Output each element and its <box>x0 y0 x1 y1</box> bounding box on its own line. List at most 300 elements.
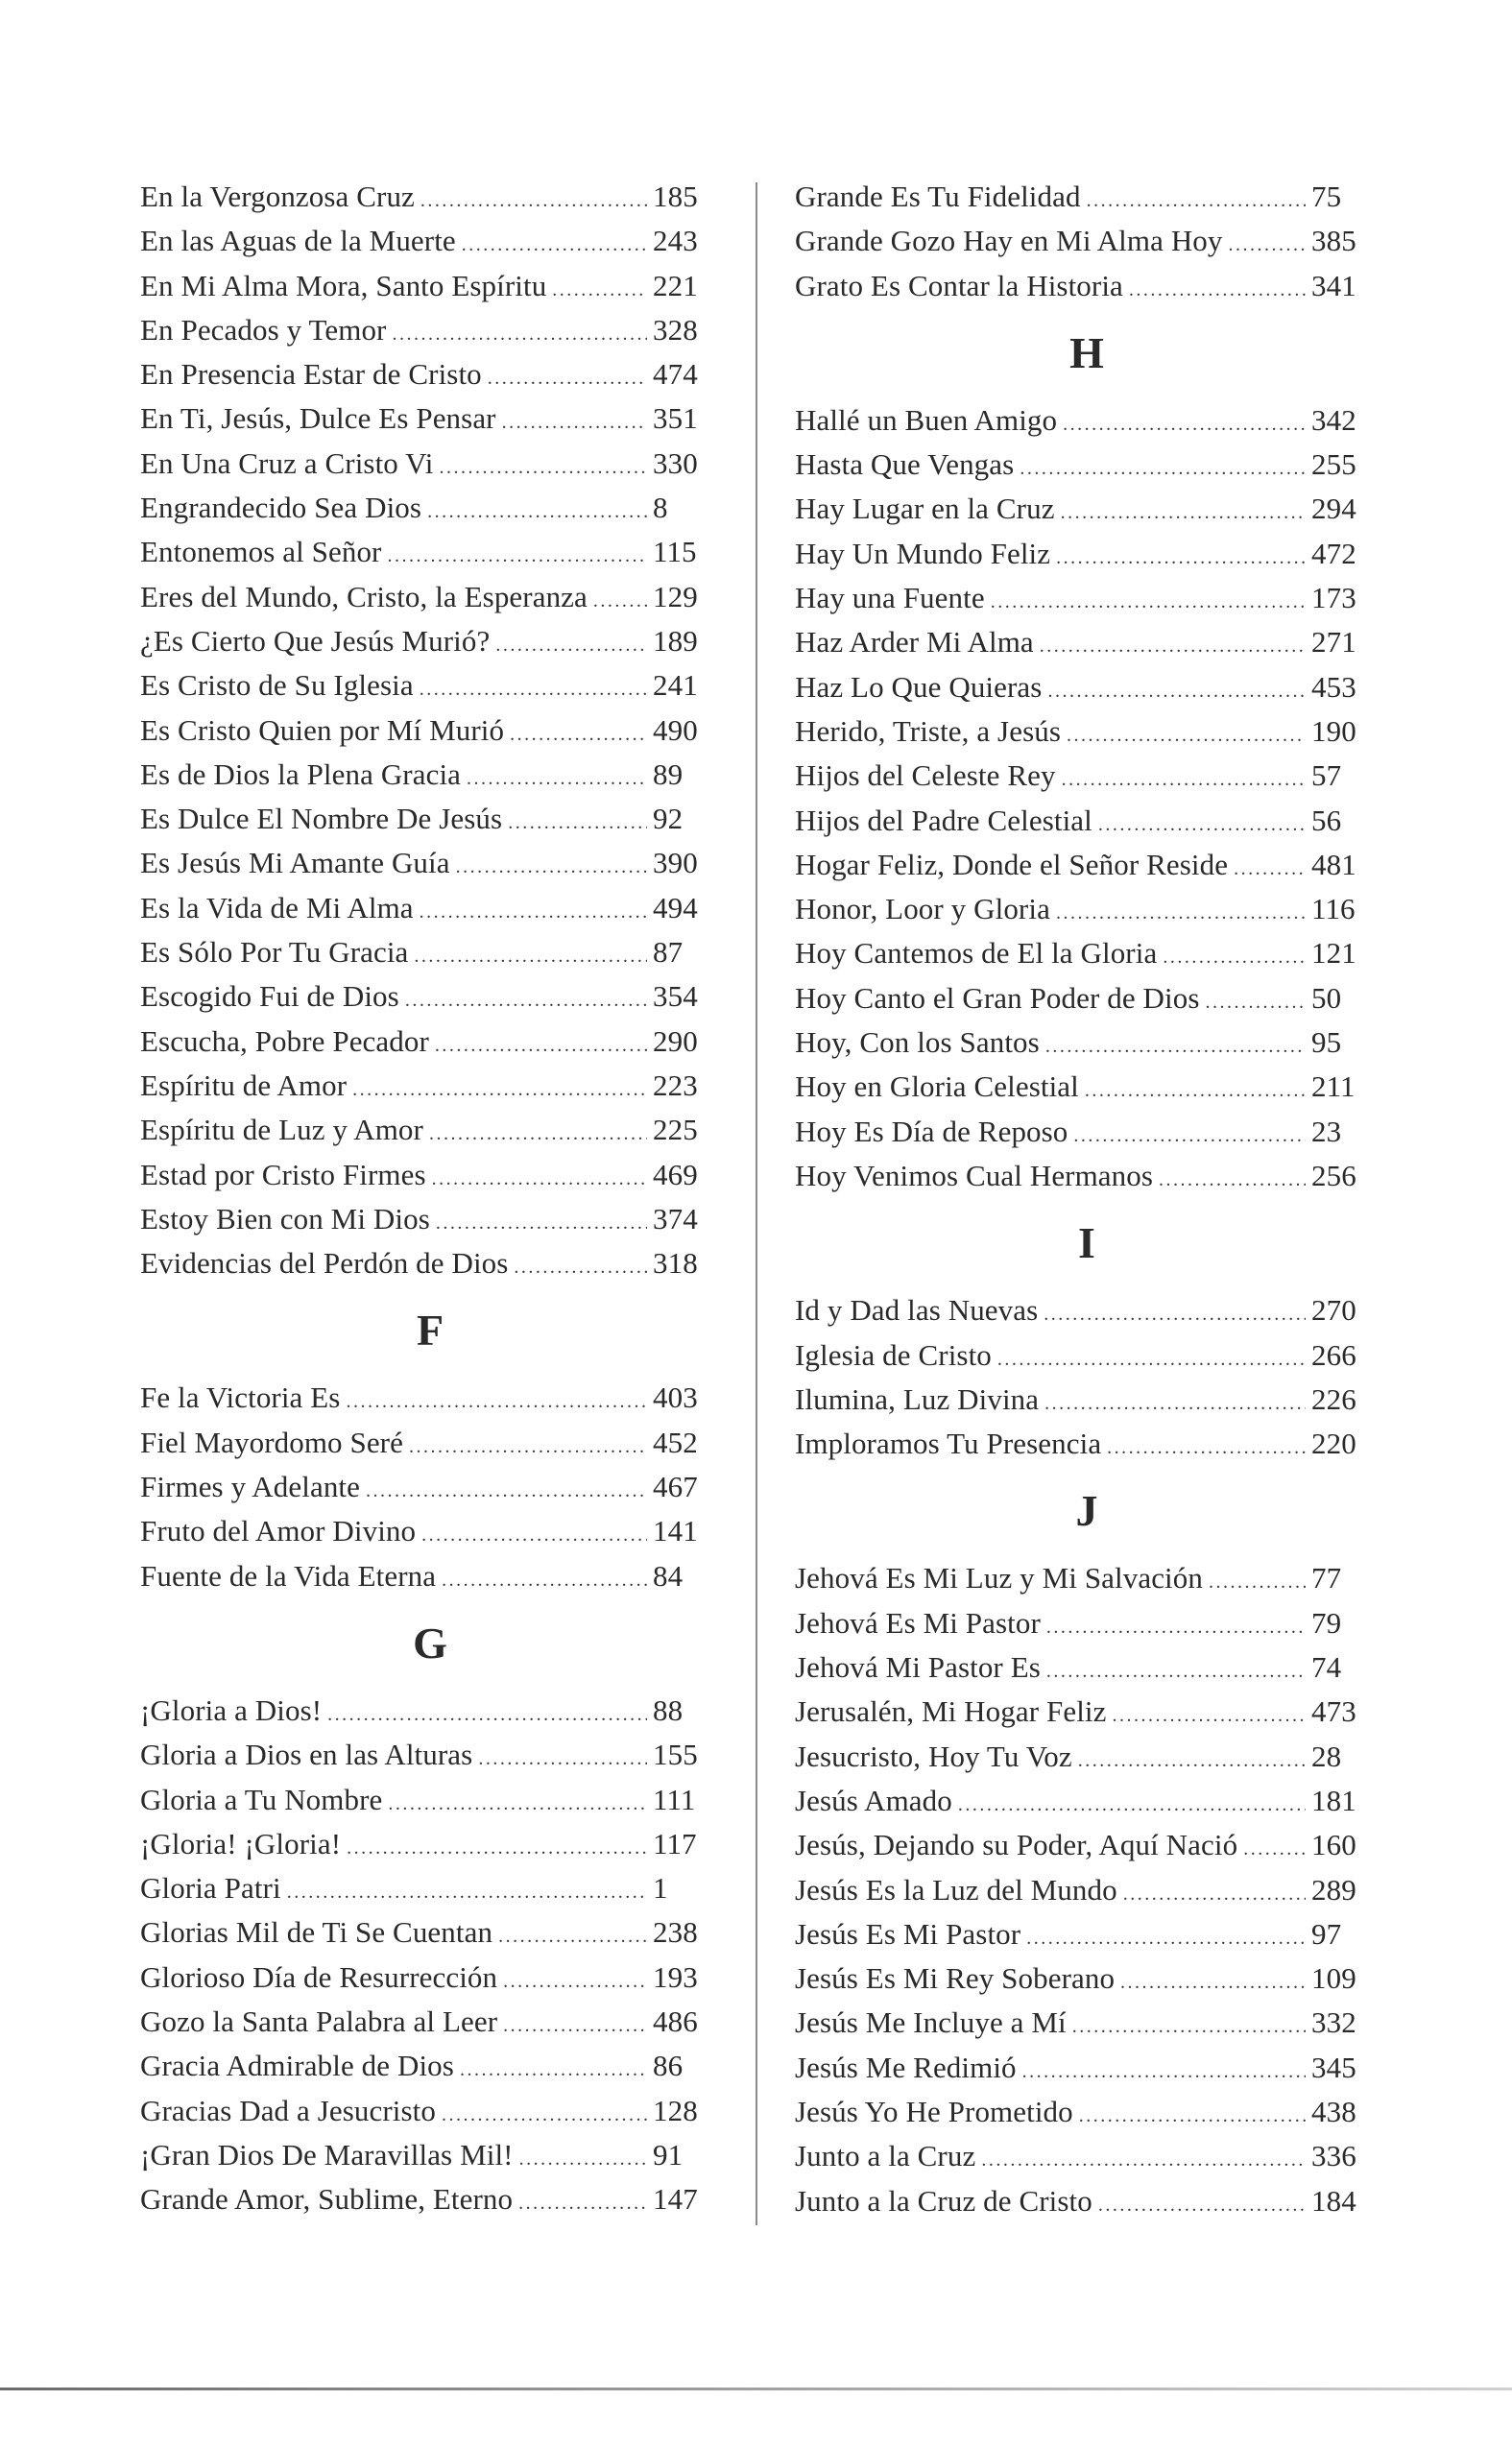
dot-leader <box>498 1914 647 1958</box>
entry-title: Jehová Es Mi Luz y Mi Salvación <box>795 1561 1203 1596</box>
entry-page-number: 89 <box>653 756 684 791</box>
entry-title: Iglesia de Cristo <box>795 1337 992 1372</box>
dot-leader <box>1044 1292 1306 1336</box>
dot-leader <box>514 1245 647 1289</box>
entry-page-number: 255 <box>1311 447 1356 482</box>
entry-title: Gozo la Santa Palabra al Leer <box>140 2004 498 2038</box>
index-entry <box>140 1910 720 1955</box>
entry-title: Gloria a Tu Nombre <box>140 1782 383 1816</box>
dot-leader <box>1067 713 1306 757</box>
entry-page-number: 97 <box>1311 1916 1342 1951</box>
index-entry <box>140 396 720 441</box>
entry-page-number: 74 <box>1311 1650 1342 1685</box>
entry-title: En la Vergonzosa Cruz <box>140 180 415 213</box>
dot-leader <box>1045 1024 1306 1068</box>
dot-leader <box>518 2181 647 2225</box>
entry-page-number: 84 <box>653 1558 684 1593</box>
entry-page-number: 243 <box>653 224 698 258</box>
entry-page-number: 190 <box>1311 713 1356 748</box>
entry-title: Es Cristo Quien por Mí Murió <box>140 712 505 747</box>
dot-leader <box>997 1337 1306 1381</box>
index-entry <box>795 1378 1379 1422</box>
section-letter-header: G <box>413 1618 447 1668</box>
entry-title: En Presencia Estar de Cristo <box>140 357 482 392</box>
dot-leader <box>503 2004 647 2048</box>
entry-page-number: 270 <box>1311 1293 1356 1328</box>
entry-title: Ilumina, Luz Divina <box>795 1381 1040 1416</box>
entry-title: En Mi Alma Mora, Santo Espíritu <box>140 268 547 302</box>
entry-title: Jerusalén, Mi Hogar Feliz <box>795 1694 1107 1729</box>
entry-title: Hoy Venimos Cual Hermanos <box>795 1158 1154 1192</box>
entry-page-number: 160 <box>1311 1828 1356 1862</box>
entry-title: Espíritu de Luz y Amor <box>140 1113 423 1147</box>
dot-leader <box>1063 402 1306 446</box>
index-entry <box>795 843 1379 887</box>
entry-page-number: 354 <box>653 979 698 1014</box>
entry-page-number: 494 <box>653 890 698 924</box>
entry-page-number: 438 <box>1311 2094 1356 2128</box>
entry-title: Hay una Fuente <box>795 581 985 615</box>
dot-leader <box>442 1558 647 1602</box>
column-divider <box>756 182 757 2225</box>
dot-leader <box>1022 2050 1306 2094</box>
entry-title: Es la Vida de Mi Alma <box>140 890 414 924</box>
dot-leader <box>552 268 647 312</box>
entry-page-number: 294 <box>1311 492 1356 526</box>
index-entry <box>140 1465 720 1509</box>
index-entry <box>795 1690 1379 1734</box>
index-entry <box>795 1556 1379 1600</box>
index-entry <box>795 1333 1379 1378</box>
entry-title: Es Dulce El Nombre De Jesús <box>140 802 503 836</box>
entry-page-number: 121 <box>1311 936 1356 971</box>
index-entry <box>795 887 1379 931</box>
index-entry <box>140 841 720 885</box>
dot-leader <box>502 400 647 444</box>
entry-title: Honor, Loor y Gloria <box>795 892 1050 926</box>
dot-leader <box>1112 1693 1306 1738</box>
index-entry <box>140 1197 720 1241</box>
index-entry <box>795 2179 1379 2223</box>
entry-title: Hoy Cantemos de El la Gloria <box>795 936 1158 971</box>
entry-title: Eres del Mundo, Cristo, la Esperanza <box>140 579 588 613</box>
entry-title: Es Jesús Mi Amante Guía <box>140 846 450 880</box>
entry-page-number: 223 <box>653 1068 698 1102</box>
entry-title: Hoy, Con los Santos <box>795 1025 1040 1060</box>
entry-page-number: 111 <box>653 1782 696 1816</box>
entry-page-number: 403 <box>653 1380 698 1415</box>
entry-page-number: 453 <box>1311 669 1356 704</box>
entry-page-number: 225 <box>653 1113 698 1147</box>
entry-title: Gracia Admirable de Dios <box>140 2049 454 2083</box>
dot-leader <box>991 580 1306 624</box>
entry-title: ¿Es Cierto Que Jesús Murió? <box>140 623 491 658</box>
entry-page-number: 184 <box>1311 2183 1356 2218</box>
dot-leader <box>1120 1960 1306 2004</box>
entry-title: Evidencias del Perdón de Dios <box>140 1246 509 1281</box>
dot-leader <box>287 1870 647 1914</box>
section-letter-header: J <box>1075 1486 1098 1536</box>
dot-leader <box>1044 1381 1306 1426</box>
entry-title: Hay Lugar en la Cruz <box>795 492 1055 526</box>
entry-page-number: 28 <box>1311 1739 1342 1773</box>
entry-page-number: 374 <box>653 1201 698 1236</box>
index-entry <box>140 175 720 219</box>
entry-page-number: 88 <box>653 1692 684 1727</box>
dot-leader <box>1061 491 1306 535</box>
index-entry <box>795 931 1379 975</box>
dot-leader <box>462 223 647 267</box>
dot-leader <box>981 2138 1306 2182</box>
entry-title: Fiel Mayordomo Seré <box>140 1425 403 1459</box>
dot-leader <box>1079 2094 1306 2138</box>
entry-title: Glorioso Día de Resurrección <box>140 1959 498 1994</box>
index-entry <box>795 1288 1379 1332</box>
index-entry <box>140 1020 720 1064</box>
entry-page-number: 266 <box>1311 1337 1356 1372</box>
index-entry <box>140 886 720 930</box>
entry-page-number: 185 <box>653 180 698 213</box>
index-entry <box>795 576 1379 620</box>
entry-title: En las Aguas de la Muerte <box>140 224 456 258</box>
dot-leader <box>1129 268 1306 312</box>
dot-leader <box>1020 446 1306 491</box>
index-entry <box>795 709 1379 754</box>
index-entry <box>140 1733 720 1777</box>
dot-leader <box>392 312 647 356</box>
index-entry <box>140 1108 720 1152</box>
dot-leader <box>420 667 647 711</box>
entry-page-number: 57 <box>1311 758 1342 793</box>
entry-page-number: 91 <box>653 2137 684 2172</box>
index-entry <box>140 708 720 753</box>
entry-page-number: 87 <box>653 935 684 970</box>
dot-leader <box>429 1112 647 1156</box>
index-entry <box>140 219 720 263</box>
entry-page-number: 116 <box>1311 892 1356 926</box>
entry-page-number: 181 <box>1311 1783 1356 1817</box>
entry-title: Fruto del Amor Divino <box>140 1514 417 1548</box>
dot-leader <box>1072 2004 1306 2049</box>
entry-page-number: 221 <box>653 268 698 302</box>
index-entry <box>140 1822 720 1866</box>
entry-page-number: 193 <box>653 1959 698 1994</box>
entry-title: Jehová Mi Pastor Es <box>795 1650 1041 1685</box>
entry-page-number: 351 <box>653 401 698 436</box>
index-entry <box>140 575 720 619</box>
index-entry <box>795 1779 1379 1823</box>
index-entry <box>795 754 1379 798</box>
dot-leader <box>442 2093 647 2137</box>
dot-leader <box>478 1737 647 1781</box>
entry-title: Es de Dios la Plena Gracia <box>140 756 462 791</box>
dot-leader <box>1098 803 1306 847</box>
index-entry <box>140 1064 720 1108</box>
dot-leader <box>503 1959 647 2004</box>
dot-leader <box>435 1023 647 1068</box>
entry-page-number: 271 <box>1311 625 1356 660</box>
dot-leader <box>1098 2183 1306 2227</box>
entry-page-number: 345 <box>1311 2050 1356 2084</box>
dot-leader <box>1026 1916 1306 1960</box>
dot-leader <box>347 1826 647 1870</box>
dot-leader <box>1206 980 1306 1024</box>
index-entry <box>140 264 720 308</box>
index-entry <box>140 308 720 352</box>
index-entry <box>140 1509 720 1553</box>
dot-leader <box>1107 1426 1306 1470</box>
entry-page-number: 341 <box>1311 268 1356 302</box>
dot-leader <box>1040 624 1306 668</box>
entry-page-number: 238 <box>653 1915 698 1950</box>
entry-page-number: 289 <box>1311 1872 1356 1907</box>
entry-title: Hay Un Mundo Feliz <box>795 536 1051 570</box>
section-letter-header: F <box>416 1306 444 1356</box>
entry-page-number: 226 <box>1311 1381 1356 1416</box>
entry-page-number: 486 <box>653 2004 698 2038</box>
dot-leader <box>420 890 647 934</box>
dot-leader <box>1046 1605 1306 1649</box>
index-entry <box>795 1154 1379 1198</box>
entry-page-number: 75 <box>1311 180 1342 213</box>
index-entry <box>140 2044 720 2088</box>
entry-page-number: 318 <box>653 1246 698 1281</box>
index-entry <box>140 352 720 396</box>
entry-title: Jesús Es la Luz del Mundo <box>795 1872 1117 1907</box>
entry-page-number: 189 <box>653 623 698 658</box>
entry-page-number: 332 <box>1311 2005 1356 2040</box>
dot-leader <box>1078 1739 1306 1783</box>
index-entry <box>795 2134 1379 2178</box>
entry-page-number: 241 <box>653 668 698 703</box>
index-entry <box>795 620 1379 664</box>
index-entry <box>795 487 1379 531</box>
entry-page-number: 77 <box>1311 1561 1342 1596</box>
index-entry <box>795 1422 1379 1466</box>
entry-page-number: 481 <box>1311 847 1356 881</box>
entry-title: En Pecados y Temor <box>140 312 387 347</box>
index-entry <box>140 1778 720 1822</box>
index-entry <box>140 797 720 841</box>
entry-title: Hasta Que Vengas <box>795 447 1015 482</box>
entry-title: Fuente de la Vida Eterna <box>140 1558 437 1593</box>
dot-leader <box>327 1692 647 1737</box>
entry-page-number: 490 <box>653 712 698 747</box>
entry-page-number: 128 <box>653 2093 698 2127</box>
index-entry <box>795 175 1379 219</box>
section-letter-header: H <box>1069 327 1104 377</box>
dot-leader <box>495 623 647 667</box>
dot-leader <box>460 2048 647 2092</box>
entry-title: Engrandecido Sea Dios <box>140 491 422 525</box>
entry-title: Gloria a Dios en las Alturas <box>140 1738 473 1772</box>
entry-page-number: 129 <box>653 579 698 613</box>
dot-leader <box>510 712 647 756</box>
entry-title: Hogar Feliz, Donde el Señor Reside <box>795 847 1229 881</box>
index-entry <box>795 1823 1379 1867</box>
entry-title: Jesús Es Mi Pastor <box>795 1916 1021 1951</box>
entry-title: Jesús Es Mi Rey Soberano <box>795 1961 1116 1996</box>
entry-page-number: 86 <box>653 2049 684 2083</box>
entry-page-number: 336 <box>1311 2139 1356 2173</box>
index-entry <box>795 2046 1379 2090</box>
entry-page-number: 95 <box>1311 1025 1342 1060</box>
entry-title: Gloria Patri <box>140 1871 281 1906</box>
entry-title: Grande Es Tu Fidelidad <box>795 180 1081 213</box>
entry-page-number: 50 <box>1311 980 1342 1015</box>
entry-page-number: 473 <box>1311 1694 1356 1729</box>
index-entry <box>140 1421 720 1465</box>
dot-leader <box>1123 1872 1306 1916</box>
entry-title: Jesús, Dejando su Poder, Aquí Nació <box>795 1828 1238 1862</box>
dot-leader <box>366 1469 647 1513</box>
index-entry <box>140 530 720 574</box>
entry-page-number: 390 <box>653 846 698 880</box>
entry-title: Firmes y Adelante <box>140 1470 360 1504</box>
entry-page-number: 220 <box>1311 1427 1356 1461</box>
entry-page-number: 92 <box>653 802 684 836</box>
dot-leader <box>519 2137 647 2181</box>
index-entry <box>140 1956 720 2000</box>
entry-title: Escogido Fui de Dios <box>140 979 399 1014</box>
entry-page-number: 467 <box>653 1470 698 1504</box>
index-entry <box>795 264 1379 308</box>
entry-title: Grato Es Contar la Historia <box>795 268 1123 302</box>
entry-page-number: 8 <box>653 491 668 525</box>
entry-title: Junto a la Cruz de Cristo <box>795 2183 1092 2218</box>
entry-title: Fe la Victoria Es <box>140 1380 341 1415</box>
entry-title: En Ti, Jesús, Dulce Es Pensar <box>140 401 496 436</box>
entry-title: Haz Lo Que Quieras <box>795 669 1043 704</box>
entry-page-number: 290 <box>653 1023 698 1058</box>
dot-leader <box>456 845 647 889</box>
entry-page-number: 1 <box>653 1871 668 1906</box>
entry-page-number: 141 <box>653 1514 698 1548</box>
entry-title: Jesús Me Redimió <box>795 2050 1017 2084</box>
entry-title: Jehová Es Mi Pastor <box>795 1605 1041 1640</box>
index-column-left <box>140 175 720 2221</box>
entry-page-number: 117 <box>653 1826 697 1860</box>
index-entry <box>795 1956 1379 2001</box>
dot-leader <box>488 356 647 400</box>
index-entry <box>140 619 720 663</box>
section-letter-header: I <box>1078 1218 1095 1268</box>
index-entry <box>795 976 1379 1020</box>
entry-title: ¡Gloria! ¡Gloria! <box>140 1826 342 1860</box>
dot-leader <box>388 1782 647 1826</box>
entry-page-number: 385 <box>1311 224 1356 258</box>
entry-page-number: 469 <box>653 1157 698 1191</box>
index-entry <box>140 2133 720 2177</box>
dot-leader <box>593 579 647 623</box>
dot-leader <box>1085 1068 1306 1113</box>
entry-title: Id y Dad las Nuevas <box>795 1293 1039 1328</box>
dot-leader <box>352 1068 647 1112</box>
entry-title: ¡Gloria a Dios! <box>140 1692 323 1727</box>
dot-leader <box>958 1783 1306 1827</box>
dot-leader <box>1056 891 1306 935</box>
dot-leader <box>421 1513 647 1557</box>
dot-leader <box>405 978 647 1022</box>
index-entry <box>140 1554 720 1598</box>
dot-leader <box>440 445 647 490</box>
entry-title: Hoy en Gloria Celestial <box>795 1069 1079 1104</box>
entry-page-number: 330 <box>653 445 698 480</box>
index-entry <box>140 663 720 708</box>
entry-page-number: 115 <box>653 535 697 569</box>
index-entry <box>140 1241 720 1285</box>
index-entry <box>140 1153 720 1197</box>
entry-page-number: 472 <box>1311 536 1356 570</box>
entry-page-number: 256 <box>1311 1158 1356 1192</box>
entry-title: Es Cristo de Su Iglesia <box>140 668 414 703</box>
index-entry <box>140 2000 720 2044</box>
dot-leader <box>436 1201 647 1245</box>
entry-page-number: 56 <box>1311 803 1342 837</box>
index-entry <box>795 2001 1379 2045</box>
entry-title: Jesús Me Incluye a Mí <box>795 2005 1067 2040</box>
index-entry <box>140 930 720 974</box>
entry-page-number: 211 <box>1311 1069 1356 1104</box>
dot-leader <box>1056 536 1306 580</box>
index-entry <box>795 532 1379 576</box>
index-entry <box>795 1735 1379 1779</box>
dot-leader <box>508 801 647 845</box>
index-entry <box>795 443 1379 487</box>
dot-leader <box>420 179 647 223</box>
entry-title: Grande Gozo Hay en Mi Alma Hoy <box>795 224 1223 258</box>
entry-page-number: 23 <box>1311 1114 1342 1148</box>
entry-title: Junto a la Cruz <box>795 2139 976 2173</box>
index-entry <box>795 1645 1379 1690</box>
entry-title: Glorias Mil de Ti Se Cuentan <box>140 1915 493 1950</box>
entry-page-number: 79 <box>1311 1605 1342 1640</box>
index-entry <box>795 1065 1379 1109</box>
entry-page-number: 147 <box>653 2182 698 2217</box>
dot-leader <box>1159 1158 1306 1202</box>
entry-title: Hoy Es Día de Reposo <box>795 1114 1068 1148</box>
index-entry <box>795 1110 1379 1154</box>
dot-leader <box>1229 223 1306 267</box>
index-entry <box>140 1376 720 1420</box>
page-bottom-rule <box>0 2388 1512 2390</box>
index-entry <box>795 1020 1379 1065</box>
dot-leader <box>1087 179 1306 223</box>
index-entry <box>795 2090 1379 2134</box>
dot-leader <box>432 1157 647 1201</box>
dot-leader <box>467 756 647 801</box>
entry-title: Hijos del Celeste Rey <box>795 758 1056 793</box>
index-entry <box>140 442 720 486</box>
index-entry <box>140 2177 720 2221</box>
entry-page-number: 474 <box>653 357 698 392</box>
entry-title: Escucha, Pobre Pecador <box>140 1023 429 1058</box>
dot-leader <box>387 534 647 578</box>
entry-title: Gracias Dad a Jesucristo <box>140 2093 436 2127</box>
entry-page-number: 109 <box>1311 1961 1356 1996</box>
entry-title: Haz Arder Mi Alma <box>795 625 1034 660</box>
dot-leader <box>1046 1649 1306 1693</box>
entry-title: Es Sólo Por Tu Gracia <box>140 935 409 970</box>
dot-leader <box>409 1425 647 1469</box>
entry-page-number: 342 <box>1311 402 1356 437</box>
entry-title: ¡Gran Dios De Maravillas Mil! <box>140 2137 514 2172</box>
entry-title: Hijos del Padre Celestial <box>795 803 1092 837</box>
index-entry <box>795 398 1379 443</box>
index-entry <box>795 219 1379 263</box>
dot-leader <box>414 934 647 978</box>
dot-leader <box>1209 1560 1306 1604</box>
